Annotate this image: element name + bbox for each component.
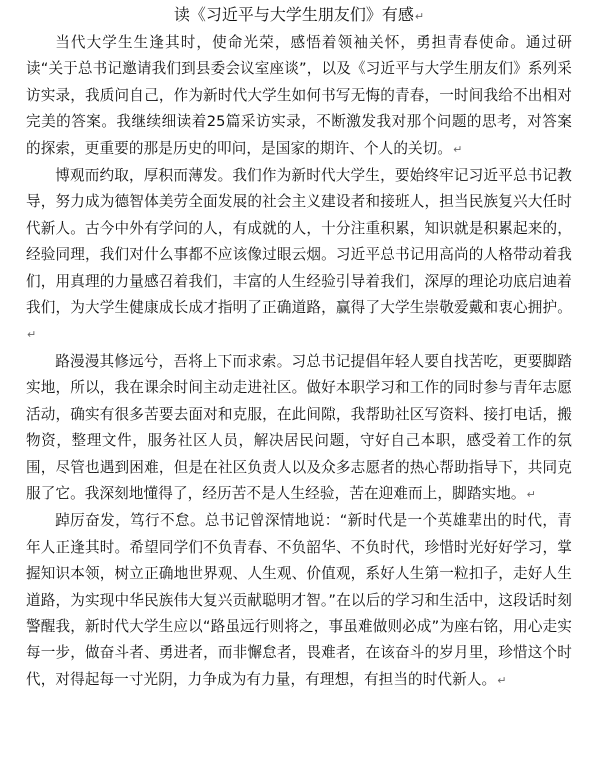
paragraph-1-text: 当代大学生生逢其时，使命光荣，感悟着领袖关怀，勇担青春使命。通过研读“关于总书记邀请我们到县委会议室座谈”，以及《习近平与大学生朋友们》系列采访实录，我质问自己，作为新时代大学生如何书写无悔的青春，一时间我给不出相对完美的答案。我继续细读着25篇采访实录，不断激发我对那个问题的思考，对答案的探索，更重要的那是历史的叩问，是国家的期许、个人的关切。 [26,34,572,157]
paragraph-2-text: 博观而约取，厚积而薄发。我们作为新时代大学生，要始终牢记习近平总书记教导，努力成为德智体美劳全面发展的社会主义建设者和接班人，担当民族复兴大任时代新人。古今中外有学问的人，有成就的人，十分注重积累，知识就是积累起来的，经验同理，我们对什么事都不应该像过眼云烟。习近平总书记用高尚的人格带动着我们，用真理的力量感召着我们，丰富的人生经验引导着我们，深厚的理论功底启迪着我们，为大学生健康成长成才指明了正确道路，赢得了大学生崇敬爱戴和衷心拥护。 [26,167,572,317]
paragraph-4 [26,508,572,694]
paragraph-3-text: 路漫漫其修远兮，吾将上下而求索。习总书记提倡年轻人要自找苦吃，更要脚踏实地，所以，我在课余时间主动走进社区。做好本职学习和工作的同时参与青年志愿活动，确实有很多苦要去面对和克服，在此间隙，我帮助社区写资料、接打电话，搬物资，整理文件，服务社区人员，解决居民问题，守好自己本职，感受着工作的氛围，尽管也遇到困难，但是在社区负责人以及众多志愿者的热心帮助指导下，共同克服了它。我深刻地懂得了，经历苦不是人生经验，苦在迎难而上，脚踏实地。 [26,352,572,502]
paragraph-mark-icon: ↵ [453,142,463,156]
document-title [26,2,572,30]
paragraph-2 [26,163,572,349]
document-title-text: 读《习近平与大学生朋友们》有感 [173,5,414,24]
paragraph-mark-icon: ↵ [414,10,425,23]
paragraph-3 [26,349,572,508]
paragraph-1 [26,30,572,163]
paragraph-mark-icon: ↵ [497,673,507,687]
paragraph-mark-icon: ↵ [27,328,37,342]
paragraph-mark-icon: ↵ [526,487,536,501]
paragraph-4-text: 踔厉奋发，笃行不怠。总书记曾深情地说：“新时代是一个英雄辈出的时代，青年人正逢其时。希望同学们不负青春、不负韶华、不负时代，珍惜时光好好学习，掌握知识本领，树立正确地世界观、人生观、价值观，系好人生第一粒扣子，走好人生道路，为实现中华民族伟大复兴贡献聪明才智。”在以后的学习和生活中，这段话时刻警醒我，新时代大学生应以“路虽远行则将之，事虽难做则必成”为座右铭，用心走实每一步，做奋斗者、勇进者，而非懈怠者，畏难者，在该奋斗的岁月里，珍惜这个时代，对得起每一寸光阴，力争成为有力量，有理想，有担当的时代新人。 [26,512,572,688]
